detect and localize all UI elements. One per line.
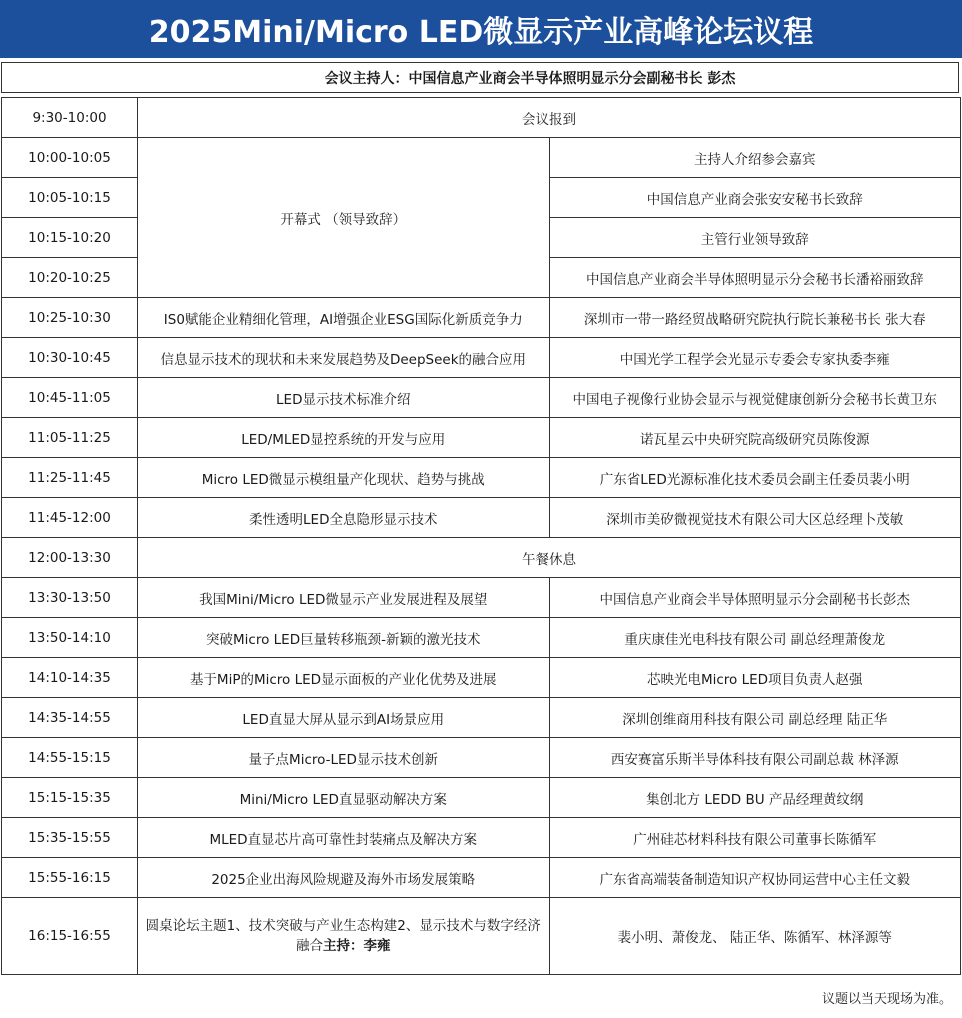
- table-row: [2, 378, 961, 418]
- topic-cell: IS0赋能企业精细化管理，AI增强企业ESG国际化新质竞争力: [138, 298, 550, 338]
- time-cell: 13:50-14:10: [2, 618, 138, 658]
- session-cell: 午餐休息: [138, 538, 961, 578]
- agenda-table: [1, 97, 961, 975]
- topic-cell: 基于MiP的Micro LED显示面板的产业化优势及进展: [138, 658, 550, 698]
- topic-cell: LED/MLED显控系统的开发与应用: [138, 418, 550, 458]
- table-row: [2, 538, 961, 578]
- speaker-cell: 诺瓦星云中央研究院高级研究员陈俊源: [549, 418, 961, 458]
- speaker-cell: 裴小明、萧俊龙、 陆正华、陈循军、林泽源等: [549, 898, 961, 975]
- time-cell: 10:20-10:25: [2, 258, 138, 298]
- time-cell: 10:45-11:05: [2, 378, 138, 418]
- topic-cell: LED显示技术标准介绍: [138, 378, 550, 418]
- speaker-cell: 广州硅芯材料科技有限公司董事长陈循军: [549, 818, 961, 858]
- speaker-cell: 中国信息产业商会张安安秘书长致辞: [549, 178, 961, 218]
- table-row: [2, 458, 961, 498]
- time-cell: 15:55-16:15: [2, 858, 138, 898]
- speaker-cell: 西安赛富乐斯半导体科技有限公司副总裁 林泽源: [549, 738, 961, 778]
- time-cell: 14:10-14:35: [2, 658, 138, 698]
- time-cell: 15:35-15:55: [2, 818, 138, 858]
- time-cell: 10:05-10:15: [2, 178, 138, 218]
- session-cell: 会议报到: [138, 98, 961, 138]
- time-cell: 11:05-11:25: [2, 418, 138, 458]
- roundtable-topic-cell: [138, 898, 550, 975]
- table-row: [2, 818, 961, 858]
- time-cell: 11:25-11:45: [2, 458, 138, 498]
- topic-cell: 突破Micro LED巨量转移瓶颈-新颖的激光技术: [138, 618, 550, 658]
- topic-cell: Micro LED微显示模组量产化现状、趋势与挑战: [138, 458, 550, 498]
- opening-ceremony-cell: 开幕式 （领导致辞）: [138, 138, 550, 298]
- table-row: [2, 738, 961, 778]
- speaker-cell: 中国信息产业商会半导体照明显示分会秘书长潘裕丽致辞: [549, 258, 961, 298]
- time-cell: 16:15-16:55: [2, 898, 138, 975]
- roundtable-topic: 圆桌论坛主题1、技术突破与产业生态构建2、显示技术与数字经济融合: [145, 918, 541, 954]
- topic-cell: 信息显示技术的现状和未来发展趋势及DeepSeek的融合应用: [138, 338, 550, 378]
- speaker-cell: 广东省高端装备制造知识产权协同运营中心主任文毅: [549, 858, 961, 898]
- time-cell: 12:00-13:30: [2, 538, 138, 578]
- speaker-cell: 芯映光电Micro LED项目负责人赵强: [549, 658, 961, 698]
- time-cell: 11:45-12:00: [2, 498, 138, 538]
- speaker-cell: 深圳创维商用科技有限公司 副总经理 陆正华: [549, 698, 961, 738]
- footnote: 议题以当天现场为准。: [821, 992, 952, 1007]
- table-row: [2, 658, 961, 698]
- time-cell: 10:25-10:30: [2, 298, 138, 338]
- table-row: [2, 778, 961, 818]
- page-title: 2025Mini/Micro LED微显示产业高峰论坛议程: [0, 0, 962, 58]
- topic-cell: 2025企业出海风险规避及海外市场发展策略: [138, 858, 550, 898]
- table-row: [2, 338, 961, 378]
- topic-cell: LED直显大屏从显示到AI场景应用: [138, 698, 550, 738]
- speaker-cell: 中国电子视像行业协会显示与视觉健康创新分会秘书长黄卫东: [549, 378, 961, 418]
- speaker-cell: 集创北方 LEDD BU 产品经理黄纹纲: [549, 778, 961, 818]
- speaker-cell: 广东省LED光源标准化技术委员会副主任委员裴小明: [549, 458, 961, 498]
- speaker-cell: 重庆康佳光电科技有限公司 副总经理萧俊龙: [549, 618, 961, 658]
- table-row: [2, 618, 961, 658]
- time-cell: 14:55-15:15: [2, 738, 138, 778]
- table-row: [2, 498, 961, 538]
- table-row: [2, 898, 961, 975]
- time-cell: 14:35-14:55: [2, 698, 138, 738]
- speaker-cell: 中国光学工程学会光显示专委会专家执委李雍: [549, 338, 961, 378]
- time-cell: 10:15-10:20: [2, 218, 138, 258]
- speaker-cell: 深圳市美矽微视觉技术有限公司大区总经理卜茂敏: [549, 498, 961, 538]
- table-row: [2, 698, 961, 738]
- time-cell: 13:30-13:50: [2, 578, 138, 618]
- host-info: 会议主持人：中国信息产业商会半导体照明显示分会副秘书长 彭杰: [1, 62, 959, 93]
- speaker-cell: 中国信息产业商会半导体照明显示分会副秘书长彭杰: [549, 578, 961, 618]
- speaker-cell: 深圳市一带一路经贸战略研究院执行院长兼秘书长 张大春: [549, 298, 961, 338]
- topic-cell: 我国Mini/Micro LED微显示产业发展进程及展望: [138, 578, 550, 618]
- table-row: [2, 298, 961, 338]
- time-cell: 10:30-10:45: [2, 338, 138, 378]
- table-row: [2, 138, 961, 178]
- time-cell: 15:15-15:35: [2, 778, 138, 818]
- table-row: [2, 858, 961, 898]
- table-row: [2, 578, 961, 618]
- table-row: [2, 98, 961, 138]
- speaker-cell: 主管行业领导致辞: [549, 218, 961, 258]
- speaker-cell: 主持人介绍参会嘉宾: [549, 138, 961, 178]
- topic-cell: 量子点Micro-LED显示技术创新: [138, 738, 550, 778]
- topic-cell: MLED直显芯片高可靠性封装痛点及解决方案: [138, 818, 550, 858]
- table-row: [2, 418, 961, 458]
- time-cell: 9:30-10:00: [2, 98, 138, 138]
- roundtable-host: 主持：李雍: [323, 938, 391, 954]
- topic-cell: 柔性透明LED全息隐形显示技术: [138, 498, 550, 538]
- time-cell: 10:00-10:05: [2, 138, 138, 178]
- topic-cell: Mini/Micro LED直显驱动解决方案: [138, 778, 550, 818]
